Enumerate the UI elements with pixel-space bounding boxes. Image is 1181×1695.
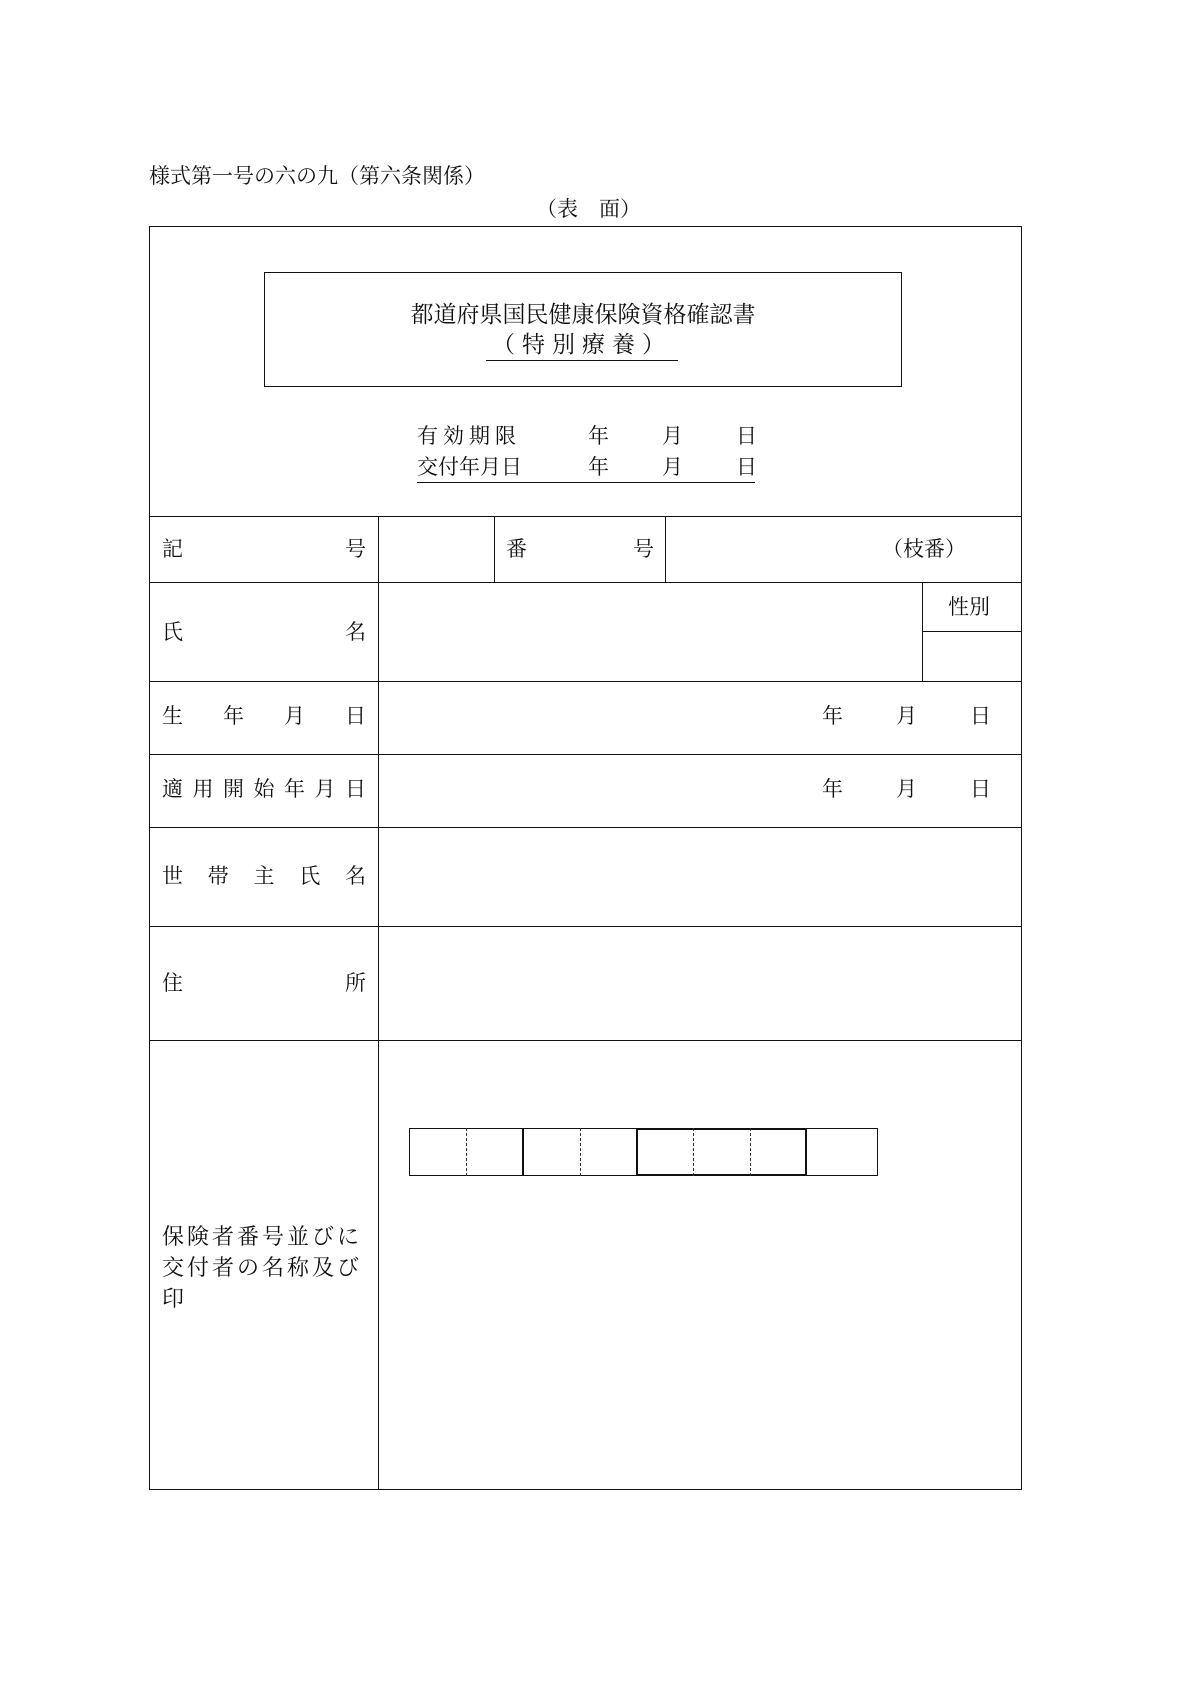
row-divider xyxy=(149,582,1022,583)
start-month-unit: 月 xyxy=(896,777,917,801)
householder-label xyxy=(162,866,366,887)
birth-day-unit: 日 xyxy=(970,704,991,728)
issue-month-unit: 月 xyxy=(662,455,683,479)
digit-divider xyxy=(750,1128,751,1176)
row-divider xyxy=(149,754,1022,755)
form-number: 様式第一号の六の九（第六条関係） xyxy=(149,164,485,188)
birthdate-label-text: 生 年 月 日 xyxy=(162,704,366,728)
insurer-number-check-digit-box[interactable] xyxy=(806,1128,878,1176)
symbol-label-text: 記 号 xyxy=(162,537,366,561)
symbol-label xyxy=(162,539,366,560)
birth-year-unit: 年 xyxy=(822,704,843,728)
address-label xyxy=(162,973,366,994)
start-day-unit: 日 xyxy=(970,777,991,801)
sex-label: 性別 xyxy=(948,595,990,619)
birthdate-label xyxy=(162,706,366,727)
name-label-text: 氏 名 xyxy=(162,620,366,644)
birth-month-unit: 月 xyxy=(896,704,917,728)
start-year-unit: 年 xyxy=(822,777,843,801)
row-divider xyxy=(149,926,1022,927)
row-divider xyxy=(149,516,1022,517)
row-divider xyxy=(149,827,1022,828)
householder-label-text: 世 帯 主 氏 名 xyxy=(162,864,366,888)
issue-label: 交付年月日 xyxy=(417,455,522,479)
title-box xyxy=(264,272,902,387)
issue-day-unit: 日 xyxy=(736,455,757,479)
start-date-label-text: 適 用 開 始 年 月 日 xyxy=(162,777,366,801)
expiry-year-unit: 年 xyxy=(588,424,609,448)
row-divider xyxy=(149,681,1022,682)
issue-date-underline xyxy=(417,482,755,483)
issue-year-unit: 年 xyxy=(588,455,609,479)
sex-cell-split xyxy=(922,631,1022,632)
symbol-value-divider xyxy=(494,516,495,582)
digit-divider xyxy=(580,1128,581,1176)
expiry-month-unit: 月 xyxy=(662,424,683,448)
form-subtitle: （特別療養） xyxy=(492,332,672,358)
insurer-number-box-group-3[interactable] xyxy=(636,1128,807,1176)
form-title: 都道府県国民健康保険資格確認書 xyxy=(410,302,756,328)
side-label: （表 面） xyxy=(536,197,641,221)
number-label xyxy=(506,539,654,560)
branch-number-label: （枝番） xyxy=(882,537,966,561)
address-label-text: 住 所 xyxy=(162,971,366,995)
insurer-label: 保険者番号並びに交付者の名称及び印 xyxy=(162,1225,363,1312)
number-label-text: 番 号 xyxy=(506,537,654,561)
expiry-label: 有効期限 xyxy=(417,424,521,448)
row-divider xyxy=(149,1040,1022,1041)
start-date-label xyxy=(162,779,366,800)
name-label xyxy=(162,622,366,643)
label-column-divider xyxy=(378,516,379,1490)
expiry-day-unit: 日 xyxy=(736,424,757,448)
digit-divider xyxy=(466,1128,467,1176)
subtitle-underline xyxy=(486,360,678,361)
number-value-divider xyxy=(665,516,666,582)
digit-divider xyxy=(693,1128,694,1176)
